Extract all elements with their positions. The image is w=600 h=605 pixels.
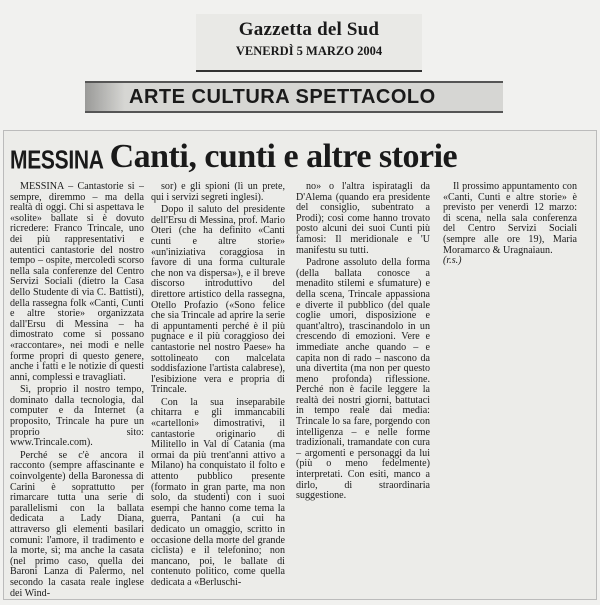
- article-paragraph: no» o l'altra ispiratagli da D'Alema (quando era presidente del consiglio, subentrato a Prodi); così come hanno trovato posto alcuni dei suoi Cunti più famosi: Il meridionale e 'U manifestu su tutti.: [296, 182, 430, 256]
- article-paragraph: Padrone assoluto della forma (della ballata conosce a menadito stilemi e sfumature) e della scena, Trincale appassiona e diverte il pubblico (del quale coglie umori, disposizione e quant'altro), trascinandolo in un crescendo di emozioni. Vere e immediate anche quando – e capita non di rado – nascono da una divertita (ma non per questo meno profonda) riflessione. Perché non è facile leggere la realtà dei nostri giorni, battutaci in tempo reale dai media: Trincale lo sa fare, porgendo con intelligenza – e nelle forme tradizionali, tramandate con cura – argomenti e personaggi da lui (più o meno fedelmente) interpretati. Con esiti, manco a dirlo, di straordinaria suggestione.: [296, 257, 430, 502]
- article-paragraph: Dopo il saluto del presidente dell'Ersu di Messina, prof. Mario Oteri (che ha definito «Canti cunti e altre storie» «un'iniziativa coraggiosa in favore di una forma culturale che non va dispersa»), e il breve discorso introduttivo del direttore artistico della rassegna, Otello Profazio («Sono felice che sia Trincale ad aprire la serie di appuntamenti perché è il più pugnace e il più coraggioso dei cantastorie nel nostro Paese» ha sottolineato con malcelata soddisfazione l'artista calabrese), l'esibizione vera e propria di Trincale.: [151, 204, 285, 396]
- section-banner: [85, 81, 503, 113]
- article-column-4: [443, 182, 577, 600]
- article-signature: (r.s.): [443, 255, 462, 267]
- publication-date: VENERDÌ 5 MARZO 2004: [235, 44, 383, 58]
- article-column-1: [10, 182, 144, 600]
- newspaper-name: Gazzetta del Sud: [238, 19, 380, 40]
- article-column-2: [151, 182, 285, 600]
- article-column-3: [296, 182, 430, 600]
- section-label: ARTE CULTURA SPETTACOLO: [129, 86, 436, 108]
- article-paragraph: Perché se c'è ancora il racconto (sempre affascinante e coinvolgente) della Baronessa di Carini è soprattutto per rimarcare tutta una serie di parallelismi con la ballata dedicata a Lady Diana, attraverso gli elementi basilari comuni: l'amore, il tradimento e la morte, sì; ma anche la casata (nel primo caso, quella dei Baroni Lanza di Palermo, nel secondo la casata reale inglese dei Wind-: [10, 449, 144, 599]
- article-paragraph: MESSINA – Cantastorie si – sempre, diremmo – ma della realtà di oggi. Chi si aspettava le «solite» ballate si è dovuto ricredere: Franco Trincale, uno dei più rappresentativi e autentici cantastorie del nostro tempo – ospite, mercoledì scorso nella sala conferenze del Centro Servizi Sociali (dietro la Casa dello Studente di via C. Battisti), della rassegna folk «Canti, Cunti e altre storie» organizzata dall'Ersu di Messina – ha dimostrato come si possano «raccontare», nei modi e nelle forme propri di questo genere, anche i fatti e le notizie di questi anni, complessi e travagliati.: [10, 182, 144, 383]
- article-paragraph: Il prossimo appuntamento con «Canti, Cunti e altre storie» è previsto per venerdì 12 marzo: di scena, nella sala conferenza del Centro Servizi Sociali (sempre alle ore 19), Maria Moramarco & Uragnaiaun.: [443, 182, 577, 256]
- article-headline: [10, 138, 590, 176]
- headline-kicker: MESSINA: [10, 146, 104, 175]
- newspaper-masthead: [196, 14, 422, 72]
- section-banner-shade: [85, 83, 125, 111]
- article-paragraph: Sì, proprio il nostro tempo, dominato dalla tecnologia, dal computer e da Internet (a proposito, Trincale ha pure un proprio sito: www.Trincale.com).: [10, 384, 144, 449]
- headline-title: Canti, cunti e altre storie: [109, 138, 458, 175]
- masthead-rule: [196, 70, 422, 72]
- article-paragraph: sor) e gli spioni (lì un prete, qui i servizi segreti inglesi).: [151, 182, 285, 203]
- article-paragraph: Con la sua inseparabile chitarra e gli immancabili «cartelloni» dimostrativi, il cantastorie originario di Militello in Val di Catania (ma ormai da più trent'anni attivo a Milano) ha conquistato il folto e attento pubblico presente (formato in gran parte, ma non solo, da studenti) con i suoi esempi che hanno come tema la guerra, Pantani (a cui ha dedicato un omaggio, scritto in occasione della morte del grande ciclista) e il telefonino; non mancano, poi, le ballate di contenuto politico, come quella dedicata a «Berluschi-: [151, 396, 285, 588]
